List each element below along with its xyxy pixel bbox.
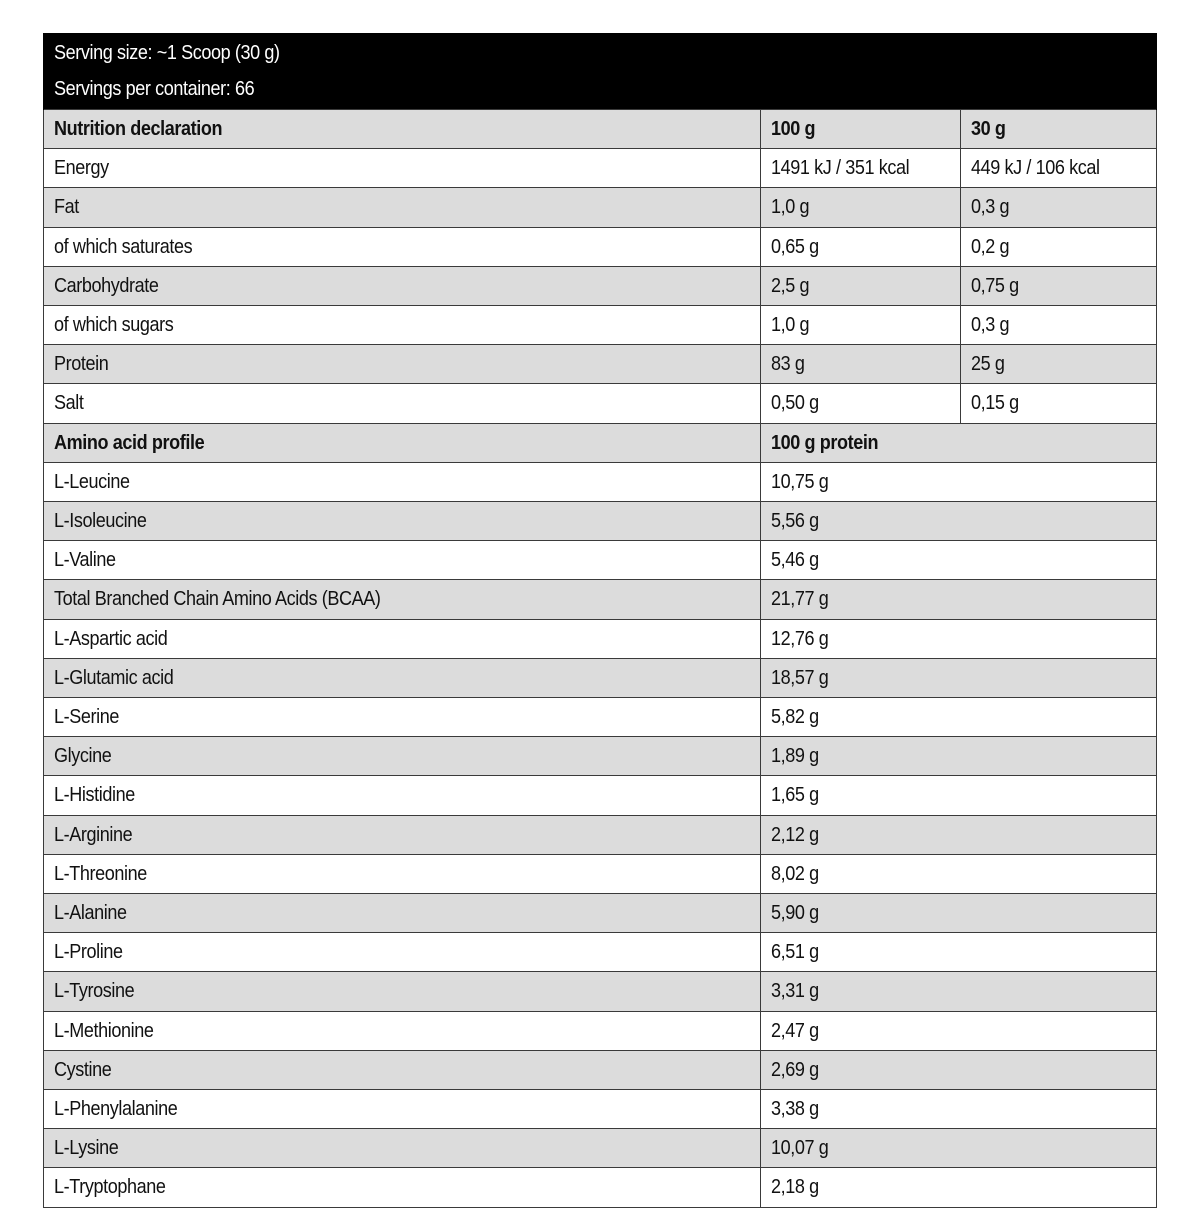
amino-acid-name-text: L-Serine bbox=[54, 705, 120, 729]
amino-acid-name-text: L-Tyrosine bbox=[54, 979, 135, 1003]
amino-acid-profile-heading bbox=[44, 423, 761, 462]
amino-acid-name-text: L-Aspartic acid bbox=[54, 626, 168, 650]
nutrient-name bbox=[44, 188, 761, 227]
nutrient-value-100g-text: 0,50 g bbox=[771, 391, 819, 415]
table-row bbox=[44, 188, 1157, 227]
amino-acid-name bbox=[44, 1050, 761, 1089]
table-row bbox=[44, 894, 1157, 933]
nutrient-name bbox=[44, 149, 761, 188]
table-row bbox=[44, 619, 1157, 658]
amino-acid-value-text: 3,38 g bbox=[771, 1097, 819, 1121]
amino-acid-name bbox=[44, 815, 761, 854]
amino-acid-profile-heading-text: Amino acid profile bbox=[54, 430, 205, 454]
nutrient-value-30g-text: 25 g bbox=[971, 352, 1005, 376]
table-row bbox=[44, 776, 1157, 815]
amino-acid-name bbox=[44, 737, 761, 776]
amino-acid-name bbox=[44, 1011, 761, 1050]
table-row bbox=[44, 737, 1157, 776]
nutrient-value-100g bbox=[761, 188, 961, 227]
amino-acid-value-text: 5,56 g bbox=[771, 509, 819, 533]
servings-per-container-text: Servings per container: 66 bbox=[54, 77, 255, 100]
amino-acid-value-text: 21,77 g bbox=[771, 587, 829, 611]
table-row bbox=[44, 306, 1157, 345]
column-header-100g-protein bbox=[761, 423, 1157, 462]
amino-acid-name-text: L-Proline bbox=[54, 940, 123, 964]
nutrient-value-100g bbox=[761, 345, 961, 384]
amino-acid-name bbox=[44, 854, 761, 893]
amino-acid-value bbox=[761, 894, 1157, 933]
nutrition-declaration-heading-text: Nutrition declaration bbox=[54, 117, 223, 140]
amino-acid-value-text: 18,57 g bbox=[771, 665, 829, 689]
amino-acid-value bbox=[761, 619, 1157, 658]
nutrient-name bbox=[44, 227, 761, 266]
nutrition-declaration-heading bbox=[44, 110, 761, 149]
nutrient-value-30g bbox=[961, 149, 1157, 188]
nutrient-value-30g-text: 449 kJ / 106 kcal bbox=[971, 156, 1100, 180]
nutrient-name-text: Fat bbox=[54, 195, 79, 219]
amino-acid-name bbox=[44, 541, 761, 580]
amino-acid-name bbox=[44, 1090, 761, 1129]
nutrient-name-text: Carbohydrate bbox=[54, 273, 159, 297]
amino-acid-value-text: 8,02 g bbox=[771, 861, 819, 885]
nutrient-value-100g bbox=[761, 266, 961, 305]
amino-acid-value bbox=[761, 698, 1157, 737]
amino-acid-profile-header-row bbox=[44, 423, 1157, 462]
nutrient-value-30g bbox=[961, 266, 1157, 305]
amino-acid-value bbox=[761, 502, 1157, 541]
nutrient-value-100g-text: 1491 kJ / 351 kcal bbox=[771, 156, 910, 180]
amino-acid-value bbox=[761, 541, 1157, 580]
table-row bbox=[44, 1050, 1157, 1089]
table-row bbox=[44, 580, 1157, 619]
table-row bbox=[44, 345, 1157, 384]
table-row bbox=[44, 933, 1157, 972]
amino-acid-name-text: L-Arginine bbox=[54, 822, 133, 846]
amino-acid-name-text: L-Phenylalanine bbox=[54, 1097, 178, 1121]
amino-acid-value-text: 5,90 g bbox=[771, 901, 819, 925]
amino-acid-name bbox=[44, 933, 761, 972]
nutrient-value-30g bbox=[961, 384, 1157, 423]
column-header-100g-text: 100 g bbox=[771, 117, 816, 140]
nutrient-value-100g-text: 83 g bbox=[771, 352, 805, 376]
nutrient-name-text: Salt bbox=[54, 391, 84, 415]
nutrient-name bbox=[44, 266, 761, 305]
amino-acid-value-text: 2,69 g bbox=[771, 1057, 819, 1081]
servings-per-container-row bbox=[44, 71, 1157, 110]
amino-acid-value bbox=[761, 462, 1157, 501]
serving-size bbox=[44, 33, 1157, 71]
amino-acid-value-text: 2,18 g bbox=[771, 1175, 819, 1199]
amino-acid-value bbox=[761, 1129, 1157, 1168]
amino-acid-value bbox=[761, 1168, 1157, 1207]
amino-acid-value-text: 1,65 g bbox=[771, 783, 819, 807]
nutrient-value-30g-text: 0,2 g bbox=[971, 234, 1010, 258]
nutrient-name-text: Protein bbox=[54, 352, 109, 376]
nutrient-value-30g bbox=[961, 188, 1157, 227]
amino-acid-name-text: Cystine bbox=[54, 1057, 112, 1081]
table-row bbox=[44, 815, 1157, 854]
amino-acid-name bbox=[44, 1129, 761, 1168]
nutrient-name bbox=[44, 306, 761, 345]
amino-acid-value bbox=[761, 1090, 1157, 1129]
amino-acid-name bbox=[44, 580, 761, 619]
nutrient-value-100g bbox=[761, 149, 961, 188]
nutrition-table bbox=[43, 33, 1157, 1208]
amino-acid-value-text: 5,46 g bbox=[771, 548, 819, 572]
nutrient-value-100g bbox=[761, 306, 961, 345]
table-row bbox=[44, 972, 1157, 1011]
nutrient-value-30g-text: 0,3 g bbox=[971, 195, 1010, 219]
table-row bbox=[44, 698, 1157, 737]
nutrient-name-text: of which sugars bbox=[54, 313, 174, 337]
amino-acid-value-text: 2,47 g bbox=[771, 1018, 819, 1042]
amino-acid-name-text: L-Threonine bbox=[54, 861, 147, 885]
table-row bbox=[44, 384, 1157, 423]
amino-acid-value-text: 10,75 g bbox=[771, 469, 829, 493]
amino-acid-name-text: L-Isoleucine bbox=[54, 509, 147, 533]
amino-acid-name-text: L-Methionine bbox=[54, 1018, 154, 1042]
amino-acid-value bbox=[761, 776, 1157, 815]
nutrition-label bbox=[43, 33, 1156, 1208]
servings-per-container bbox=[44, 71, 1157, 110]
amino-acid-name-text: L-Alanine bbox=[54, 901, 127, 925]
amino-acid-value bbox=[761, 580, 1157, 619]
amino-acid-name bbox=[44, 502, 761, 541]
column-header-100g-protein-text: 100 g protein bbox=[771, 430, 879, 454]
table-row bbox=[44, 854, 1157, 893]
column-header-30g bbox=[961, 110, 1157, 149]
nutrient-value-30g bbox=[961, 306, 1157, 345]
nutrient-value-100g bbox=[761, 227, 961, 266]
column-header-30g-text: 30 g bbox=[971, 117, 1006, 140]
amino-acid-value bbox=[761, 815, 1157, 854]
table-row bbox=[44, 266, 1157, 305]
amino-acid-name bbox=[44, 776, 761, 815]
nutrient-name-text: of which saturates bbox=[54, 234, 193, 258]
nutrient-value-30g bbox=[961, 227, 1157, 266]
nutrient-value-30g bbox=[961, 345, 1157, 384]
serving-size-text: Serving size: ~1 Scoop (30 g) bbox=[54, 41, 280, 64]
amino-acid-name bbox=[44, 462, 761, 501]
table-row bbox=[44, 1168, 1157, 1207]
serving-size-row bbox=[44, 33, 1157, 71]
table-row bbox=[44, 462, 1157, 501]
amino-acid-value bbox=[761, 854, 1157, 893]
amino-acid-name bbox=[44, 972, 761, 1011]
table-row bbox=[44, 502, 1157, 541]
amino-acid-value-text: 12,76 g bbox=[771, 626, 829, 650]
nutrient-value-30g-text: 0,15 g bbox=[971, 391, 1019, 415]
nutrient-value-100g-text: 1,0 g bbox=[771, 195, 810, 219]
nutrient-value-100g bbox=[761, 384, 961, 423]
amino-acid-value bbox=[761, 737, 1157, 776]
amino-acid-value bbox=[761, 1011, 1157, 1050]
amino-acid-value bbox=[761, 658, 1157, 697]
table-row bbox=[44, 541, 1157, 580]
amino-acid-name-text: L-Leucine bbox=[54, 469, 130, 493]
amino-acid-name bbox=[44, 698, 761, 737]
amino-acid-value-text: 2,12 g bbox=[771, 822, 819, 846]
nutrient-name bbox=[44, 384, 761, 423]
amino-acid-value bbox=[761, 972, 1157, 1011]
amino-acid-value-text: 5,82 g bbox=[771, 705, 819, 729]
table-row bbox=[44, 1011, 1157, 1050]
nutrient-value-100g-text: 0,65 g bbox=[771, 234, 819, 258]
amino-acid-value-text: 6,51 g bbox=[771, 940, 819, 964]
amino-acid-name bbox=[44, 1168, 761, 1207]
amino-acid-value-text: 3,31 g bbox=[771, 979, 819, 1003]
amino-acid-name bbox=[44, 894, 761, 933]
amino-acid-name-text: L-Lysine bbox=[54, 1136, 119, 1160]
nutrient-name bbox=[44, 345, 761, 384]
amino-acid-name-text: L-Valine bbox=[54, 548, 116, 572]
amino-acid-name bbox=[44, 619, 761, 658]
amino-acid-name-text: Total Branched Chain Amino Acids (BCAA) bbox=[54, 587, 381, 611]
nutrient-name-text: Energy bbox=[54, 156, 109, 180]
nutrient-value-100g-text: 1,0 g bbox=[771, 313, 810, 337]
nutrient-value-100g-text: 2,5 g bbox=[771, 273, 810, 297]
amino-acid-name-text: L-Glutamic acid bbox=[54, 665, 174, 689]
nutrition-declaration-header-row bbox=[44, 110, 1157, 149]
nutrient-value-30g-text: 0,75 g bbox=[971, 273, 1019, 297]
table-row bbox=[44, 1090, 1157, 1129]
amino-acid-name-text: L-Tryptophane bbox=[54, 1175, 166, 1199]
table-row bbox=[44, 227, 1157, 266]
amino-acid-name bbox=[44, 658, 761, 697]
amino-acid-value-text: 10,07 g bbox=[771, 1136, 829, 1160]
amino-acid-name-text: L-Histidine bbox=[54, 783, 135, 807]
amino-acid-value bbox=[761, 933, 1157, 972]
table-row bbox=[44, 149, 1157, 188]
amino-acid-value-text: 1,89 g bbox=[771, 744, 819, 768]
column-header-100g bbox=[761, 110, 961, 149]
table-row bbox=[44, 1129, 1157, 1168]
amino-acid-name-text: Glycine bbox=[54, 744, 112, 768]
nutrient-value-30g-text: 0,3 g bbox=[971, 313, 1010, 337]
amino-acid-value bbox=[761, 1050, 1157, 1089]
table-row bbox=[44, 658, 1157, 697]
